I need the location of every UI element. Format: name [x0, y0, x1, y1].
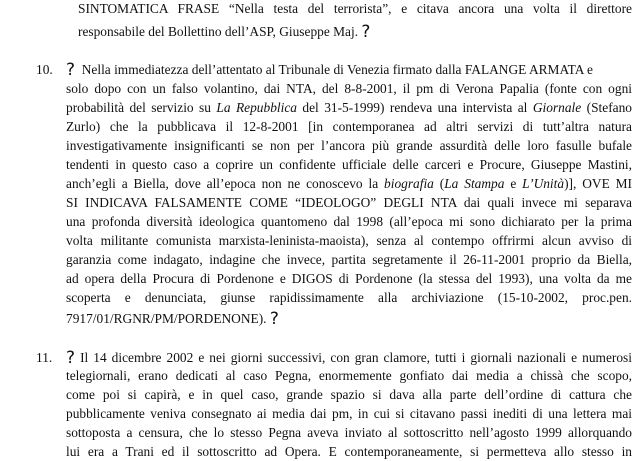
prev-paragraph-text: responsabile del Bollettino dell’ASP, Giuseppe Maj. — [78, 24, 359, 39]
paragraph-11-line: sottoposta a censura, che lo stesso Pegna aveva inviato al sottoscritto nell’agosto 1999 allorquando — [66, 425, 632, 440]
newspaper-title: Giornale — [532, 100, 582, 115]
paragraph-10-text: ( — [433, 176, 445, 191]
paragraph-10-text: 7917/01/RGNR/PM/PORDENONE). — [66, 311, 267, 326]
paragraph-10-line: SI INDICAVA FALSAMENTE COME “IDEOLOGO” DEGLI NTA dai quali invece mi separava — [66, 195, 632, 210]
paragraph-10-line — [66, 60, 632, 78]
italic-term: biografia — [384, 176, 434, 191]
paragraph-10-line: solo dopo con un falso volantino, dai NTA, del 8-8-2001, il pm di Verona Papalia (fonte con ogni — [66, 81, 632, 96]
question-mark-symbol: ? — [66, 348, 76, 368]
paragraph-11-line — [66, 348, 632, 366]
newspaper-title: L’Unità — [522, 176, 565, 191]
paragraph-10-text: probabilità del servizio su — [66, 100, 217, 115]
newspaper-title: La Repubblica — [216, 100, 297, 115]
paragraph-10-text: e — [504, 176, 523, 191]
paragraph-10-line — [66, 99, 632, 117]
paragraph-10-text: )], OVE MI — [564, 176, 632, 191]
paragraph-10-line: garanzia come indagato, indagine che invece, partita segretamente il 26-11-2001 proprio da Biella, — [66, 252, 632, 267]
paragraph-10-line: una profonda diversità ideologica quantomeno dal 1998 (all’epoca mi sono dichiarato per la prima — [66, 214, 632, 229]
paragraph-11-line: come poi si capirà, e in quel caso, grande spazio si dava alla parte dell’ordine di cattura che — [66, 387, 632, 402]
prev-paragraph-line — [78, 22, 370, 40]
question-mark-symbol: ? — [269, 309, 279, 329]
paragraph-10-text: (Stefano — [581, 100, 632, 115]
paragraph-10-text: del 31-5-1999) rendeva una intervista al — [296, 100, 533, 115]
paragraph-number: 10. — [36, 62, 53, 77]
paragraph-11-line: telegiornali, erano dedicati al caso Pegna, enormemente gonfiato dai media a chissà che scopo, — [66, 368, 632, 383]
paragraph-10-line: tendenti in questo caso a coprire un confidente ufficiale delle carceri e Procure, Giuseppe Mastini, — [66, 157, 632, 172]
paragraph-11-line: lui era a Trani ed il sottoscritto ad Opera. E contemporaneamente, si permetteva allo stesso in — [66, 444, 632, 459]
paragraph-10-line: volta militante comunista marxista-leninista-maoista), senza al contempo offrirmi alcun avviso di — [66, 233, 632, 248]
paragraph-10-line: ad opera della Procura di Pordenone e DIGOS di Pordenone (la stessa del 1993), una volta da me — [66, 271, 632, 286]
paragraph-10-line — [66, 175, 632, 193]
paragraph-11-text: Il 14 dicembre 2002 e nei giorni successivi, con gran clamore, tutti i giornali nazionali e numerosi — [80, 350, 632, 365]
paragraph-11-line: pubblicamente veniva consegnato ai media dai pm, in cui si citavano passi inediti di una lettera mai — [66, 406, 632, 421]
newspaper-title: La Stampa — [444, 176, 505, 191]
paragraph-number: 11. — [36, 350, 53, 365]
paragraph-10-text: anch’egli a Biella, dove all’epoca non ne conoscevo la — [66, 176, 385, 191]
paragraph-10-line: scoperta e denunciata, giunse rapidissimamente alla archiviazione (15-10-2002, proc.pen. — [66, 290, 632, 305]
paragraph-10-text: Nella immediatezza dell’attentato al Tribunale di Venezia firmato dalla FALANGE ARMATA e — [81, 62, 593, 77]
paragraph-10-line: investigativamente insignificanti se non per l’ancora più grande assurdità delle loro fasulle bufale — [66, 138, 632, 153]
prev-paragraph-line: SINTOMATICA FRASE “Nella testa del terrorista”, e citava ancora una volta il direttore — [78, 1, 632, 16]
question-mark-symbol: ? — [361, 22, 371, 42]
paragraph-10-line — [66, 309, 279, 327]
question-mark-symbol: ? — [66, 60, 76, 80]
paragraph-10-line: Zurlo) che la pubblicava il 12-8-2001 [in contemporanea ad altri servizi di tutt’altra natura — [66, 119, 632, 134]
